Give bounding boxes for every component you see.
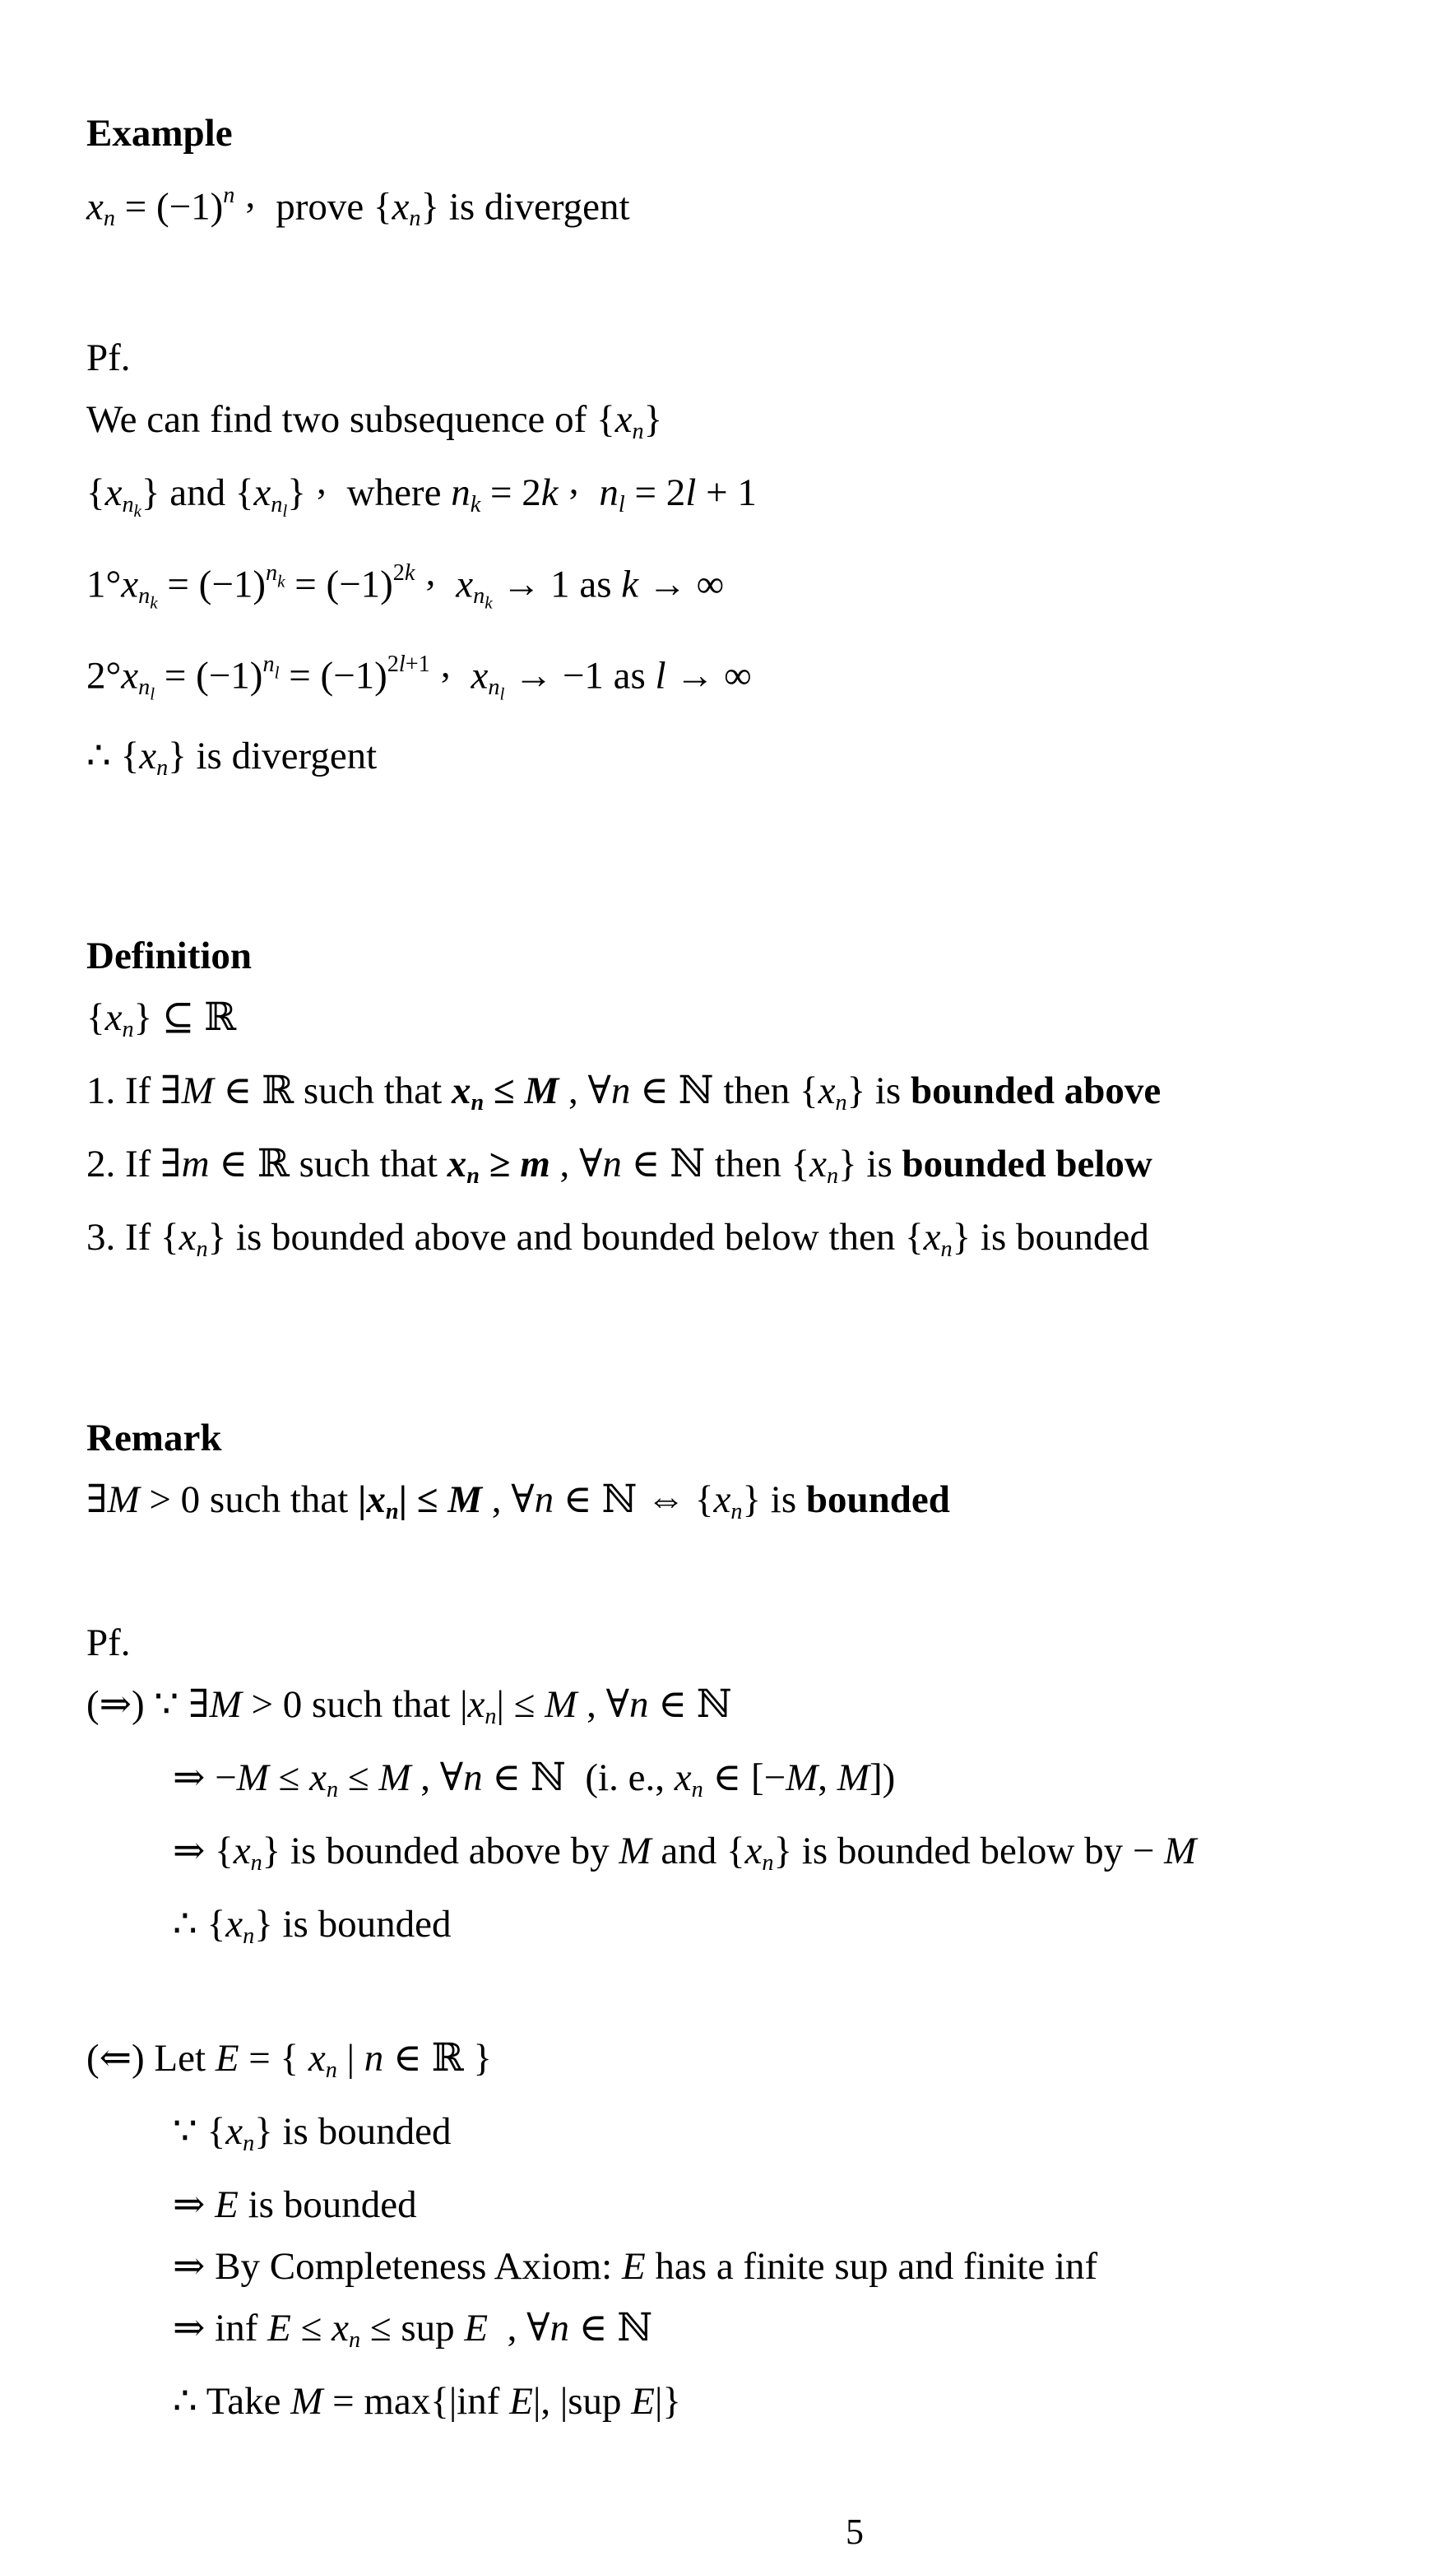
- text-segment: l: [150, 684, 155, 704]
- text-segment: } is bounded: [254, 1902, 452, 1946]
- text-segment: } is: [742, 1478, 806, 1521]
- text-segment: |: [358, 1478, 367, 1521]
- text-line: [86, 1747, 1423, 1821]
- text-segment: Pf.: [86, 336, 131, 380]
- text-segment: n: [471, 1090, 485, 1116]
- text-segment: n: [103, 206, 115, 232]
- text-segment: n: [691, 1776, 703, 1802]
- text-segment: E: [621, 2245, 646, 2289]
- section-proof-divergent: [86, 327, 1423, 798]
- text-line: [86, 542, 1423, 633]
- text-segment: and {: [651, 1829, 745, 1872]
- text-segment: > 0 such that |: [241, 1682, 468, 1726]
- text-segment: ∈ [−: [702, 1756, 786, 1799]
- text-segment: [590, 471, 600, 514]
- text-segment: |: [336, 2037, 364, 2081]
- text-segment: → 1 as: [492, 563, 622, 606]
- text-segment: m: [520, 1143, 550, 1186]
- text-line: [86, 1674, 1423, 1747]
- text-segment: n: [250, 1849, 262, 1876]
- text-segment: → ∞: [638, 563, 725, 606]
- text-segment: x: [471, 654, 489, 698]
- text-line: [86, 1134, 1423, 1207]
- text-segment: l: [274, 662, 280, 683]
- text-segment: } is bounded above and bounded below then {: [207, 1216, 924, 1259]
- text-segment: n: [138, 583, 151, 610]
- text-segment: x: [923, 1216, 941, 1259]
- text-segment: Example: [86, 112, 233, 155]
- text-segment: x: [713, 1478, 731, 1521]
- text-segment: n: [549, 2307, 570, 2350]
- text-segment: n: [485, 1703, 497, 1729]
- text-segment: [461, 655, 471, 698]
- text-segment: ∈ ℕ (i. e.,: [482, 1756, 675, 1799]
- text-segment: l: [618, 491, 625, 517]
- text-line: [86, 2371, 1423, 2433]
- text-segment: +1: [405, 652, 430, 678]
- text-segment: has a finite sup and finite inf: [645, 2245, 1098, 2289]
- proof-label: [86, 327, 1423, 389]
- text-segment: n: [223, 183, 235, 208]
- text-line: [86, 165, 1423, 249]
- text-segment: = (−1): [285, 563, 393, 606]
- text-line: [86, 459, 1423, 542]
- text-segment: x: [809, 1143, 828, 1186]
- text-segment: ≤: [268, 1756, 310, 1799]
- text-segment: x: [451, 1069, 471, 1113]
- text-segment: x: [456, 563, 474, 606]
- text-segment: }: [287, 471, 306, 515]
- text-segment: ⇒: [173, 2183, 216, 2227]
- text-segment: n: [602, 1143, 622, 1186]
- text-segment: , ∀: [549, 1143, 603, 1186]
- text-segment: x: [818, 1069, 836, 1113]
- text-segment: n: [463, 1756, 483, 1799]
- text-segment: k: [404, 560, 415, 587]
- text-segment: n: [835, 1090, 847, 1116]
- text-segment: M: [837, 1756, 869, 1799]
- text-segment: } is bounded: [254, 2110, 452, 2154]
- text-segment: 2°: [86, 654, 122, 698]
- text-segment: = {: [239, 2037, 308, 2081]
- section-proof-remark-forward: [86, 1612, 1423, 1967]
- text-segment: } is bounded: [952, 1216, 1149, 1259]
- text-segment: k: [133, 501, 141, 522]
- text-line: [86, 2174, 1423, 2236]
- text-segment: n: [762, 1849, 774, 1876]
- text-segment: x: [225, 2110, 243, 2154]
- text-segment: n: [122, 1017, 134, 1043]
- text-segment: M: [545, 1682, 577, 1726]
- text-segment: n: [243, 1923, 255, 1949]
- text-segment: 2: [392, 560, 405, 587]
- text-segment: k: [485, 592, 493, 613]
- text-segment: ∈ ℕ then {: [621, 1143, 810, 1186]
- text-segment: 1°: [86, 563, 122, 606]
- text-segment: x: [104, 996, 123, 1040]
- text-segment: | ≤: [398, 1478, 448, 1521]
- text-segment: n: [610, 1069, 631, 1113]
- text-segment: n: [138, 675, 151, 701]
- text-segment: n: [265, 560, 278, 587]
- text-segment: , ∀: [410, 1756, 464, 1799]
- text-segment: M: [447, 1478, 483, 1521]
- text-segment: ∈ ℝ }: [383, 2037, 492, 2081]
- text-segment: ≤: [338, 1756, 379, 1799]
- text-segment: E: [215, 2183, 239, 2227]
- text-line: [86, 1060, 1423, 1134]
- text-segment: n: [629, 1682, 649, 1726]
- text-segment: 1. If ∃: [86, 1069, 182, 1113]
- text-segment: = 2: [480, 471, 541, 515]
- text-segment: n: [348, 2327, 361, 2354]
- text-line: [86, 1207, 1423, 1280]
- text-segment: } ⊆ ℝ: [133, 996, 237, 1040]
- text-segment: n: [534, 1478, 554, 1521]
- text-segment: E: [215, 2037, 239, 2081]
- text-segment: n: [243, 2131, 255, 2157]
- text-segment: ,: [818, 1756, 837, 1799]
- section-heading: [86, 925, 1423, 987]
- proof-label: [86, 1612, 1423, 1674]
- text-segment: k: [470, 491, 481, 517]
- text-segment: n: [827, 1163, 839, 1190]
- text-segment: }: [643, 398, 663, 442]
- text-segment: |, |sup: [532, 2380, 632, 2424]
- text-segment: n: [632, 419, 644, 445]
- text-segment: E: [631, 2380, 656, 2424]
- text-segment: x: [447, 1143, 467, 1186]
- text-segment: bounded below: [902, 1143, 1152, 1186]
- text-segment: x: [332, 2307, 349, 2350]
- text-segment: ,: [440, 642, 451, 686]
- text-segment: ⇒ {: [173, 1829, 234, 1872]
- text-segment: n: [325, 2057, 337, 2084]
- text-segment: = (−1): [114, 185, 224, 229]
- text-segment: l: [398, 652, 406, 678]
- text-segment: x: [309, 1756, 327, 1799]
- text-segment: ,: [568, 459, 579, 503]
- text-line: [86, 2298, 1423, 2371]
- text-line: [86, 1469, 1423, 1542]
- text-segment: is bounded: [238, 2183, 417, 2227]
- text-segment: 2. If ∃: [86, 1143, 182, 1186]
- text-segment: } is: [838, 1143, 902, 1186]
- text-segment: M: [786, 1756, 818, 1799]
- text-segment: x: [139, 734, 157, 777]
- text-line: [86, 633, 1423, 725]
- text-segment: = (−1): [157, 563, 266, 606]
- text-segment: k: [277, 571, 285, 591]
- text-segment: , ∀: [488, 2307, 550, 2350]
- text-segment: M: [181, 1069, 214, 1113]
- text-segment: ∈ ℕ: [569, 2307, 653, 2350]
- text-segment: ∈ ℕ then {: [630, 1069, 818, 1113]
- text-segment: ≤: [484, 1069, 525, 1113]
- text-segment: ∃: [86, 1478, 108, 1521]
- text-segment: n: [364, 2037, 384, 2081]
- text-segment: = (−1): [155, 654, 263, 698]
- text-segment: n: [262, 652, 275, 678]
- text-segment: n: [385, 1498, 399, 1524]
- text-segment: } is divergent: [420, 185, 630, 229]
- text-segment: x: [86, 185, 104, 229]
- text-segment: ≤: [290, 2307, 332, 2350]
- text-segment: x: [614, 398, 633, 442]
- text-segment: k: [621, 563, 639, 606]
- text-segment: x: [104, 471, 123, 515]
- text-segment: x: [253, 471, 271, 515]
- text-segment: n: [488, 675, 500, 701]
- text-segment: n: [473, 583, 485, 610]
- text-segment: ⇒ inf: [173, 2307, 268, 2350]
- text-segment: } is bounded below by −: [773, 1829, 1165, 1872]
- text-segment: n: [122, 491, 134, 517]
- text-segment: k: [150, 592, 158, 613]
- text-line: [86, 1821, 1423, 1894]
- text-segment: bounded: [805, 1478, 950, 1521]
- text-line: [86, 987, 1423, 1060]
- text-line: [86, 2236, 1423, 2298]
- section-proof-remark-backward: [86, 2028, 1423, 2433]
- text-segment: x: [467, 1682, 485, 1726]
- text-segment: ∈ ℕ: [648, 1682, 732, 1726]
- text-segment: n: [326, 1776, 339, 1802]
- text-segment: {: [86, 471, 105, 515]
- text-segment: x: [308, 2037, 326, 2081]
- page-content: [86, 103, 1423, 2433]
- text-segment: ≤ sup: [360, 2307, 465, 2350]
- text-segment: x: [121, 563, 139, 606]
- text-segment: {: [86, 996, 105, 1040]
- text-segment: x: [366, 1478, 386, 1521]
- text-segment: k: [540, 471, 559, 515]
- text-segment: n: [156, 754, 169, 781]
- text-segment: M: [619, 1829, 651, 1872]
- text-segment: x: [233, 1829, 251, 1872]
- text-segment: ∈ ℕ ⇔ {: [554, 1478, 714, 1521]
- text-segment: l: [655, 654, 666, 698]
- text-segment: M: [107, 1478, 140, 1521]
- text-segment: M: [524, 1069, 559, 1113]
- text-line: [86, 2028, 1423, 2101]
- text-segment: Definition: [86, 935, 253, 978]
- text-segment: M: [1164, 1829, 1197, 1872]
- text-segment: n: [730, 1498, 743, 1524]
- text-segment: n: [940, 1236, 953, 1262]
- text-segment: x: [674, 1756, 692, 1799]
- text-segment: = 2: [624, 471, 686, 515]
- text-segment: ∈ ℝ such that: [209, 1143, 447, 1186]
- text-segment: M: [378, 1756, 411, 1799]
- text-segment: x: [179, 1216, 197, 1259]
- section-example: [86, 103, 1423, 249]
- text-segment: Pf.: [86, 1621, 131, 1664]
- text-segment: prove {: [266, 185, 392, 229]
- text-segment: n: [466, 1163, 480, 1190]
- section-remark: [86, 1408, 1423, 1542]
- text-segment: ≥: [479, 1143, 521, 1186]
- page-number: 5: [846, 2512, 864, 2552]
- text-segment: } and {: [141, 471, 254, 515]
- text-segment: (⇐) Let: [86, 2037, 216, 2081]
- text-segment: n: [409, 206, 421, 232]
- section-heading: [86, 1408, 1423, 1469]
- text-segment: > 0 such that: [139, 1478, 359, 1521]
- text-segment: 2: [387, 652, 399, 678]
- text-segment: ∴ Take: [173, 2380, 291, 2424]
- text-segment: = (−1): [279, 654, 387, 698]
- text-segment: l: [282, 501, 288, 522]
- text-segment: ]): [869, 1756, 896, 1799]
- section-heading: [86, 103, 1423, 165]
- text-segment: x: [744, 1829, 763, 1872]
- text-segment: E: [267, 2307, 291, 2350]
- text-segment: (⇒) ∵ ∃: [86, 1682, 210, 1726]
- text-segment: M: [290, 2380, 323, 2424]
- text-segment: ∴ {: [86, 734, 140, 777]
- text-segment: + 1: [696, 471, 757, 515]
- text-line: [86, 2101, 1423, 2174]
- text-segment: , ∀: [559, 1069, 611, 1113]
- text-segment: ⇒ −: [173, 1756, 237, 1799]
- text-segment: M: [236, 1756, 269, 1799]
- text-segment: n: [599, 471, 619, 515]
- text-segment: l: [499, 684, 505, 704]
- text-segment: n: [271, 491, 283, 517]
- text-segment: n: [451, 471, 471, 515]
- text-segment: ,: [425, 551, 436, 595]
- text-segment: l: [685, 471, 697, 515]
- text-segment: = max{|inf: [322, 2380, 510, 2424]
- text-segment: → −1 as: [504, 654, 656, 698]
- section-definition: [86, 925, 1423, 1280]
- text-line: [86, 726, 1423, 799]
- text-line: [86, 389, 1423, 462]
- text-segment: n: [196, 1236, 208, 1262]
- text-segment: |}: [655, 2380, 681, 2424]
- text-segment: ,: [316, 459, 327, 503]
- text-segment: m: [181, 1143, 210, 1186]
- text-segment: x: [392, 185, 410, 229]
- text-segment: → ∞: [665, 654, 752, 698]
- text-segment: } is bounded above by: [262, 1829, 619, 1872]
- text-segment: [446, 563, 456, 605]
- text-segment: where: [336, 471, 452, 515]
- text-segment: E: [509, 2380, 533, 2424]
- text-segment: We can find two subsequence of {: [86, 398, 615, 442]
- text-segment: , ∀: [577, 1682, 630, 1726]
- text-segment: ∈ ℝ such that: [213, 1069, 452, 1113]
- text-segment: 3. If {: [86, 1216, 179, 1259]
- text-segment: ,: [245, 174, 256, 217]
- text-segment: | ≤: [496, 1682, 545, 1726]
- text-segment: x: [121, 654, 139, 698]
- text-segment: x: [225, 1902, 243, 1946]
- text-segment: bounded above: [910, 1069, 1162, 1113]
- text-segment: Remark: [86, 1416, 222, 1459]
- text-segment: ∵ {: [173, 2110, 226, 2154]
- text-segment: } is: [846, 1069, 911, 1113]
- text-segment: M: [209, 1682, 242, 1726]
- text-segment: ⇒ By Completeness Axiom:: [173, 2245, 622, 2289]
- text-line: [86, 1894, 1423, 1967]
- text-segment: ∴ {: [173, 1902, 226, 1946]
- text-segment: , ∀: [482, 1478, 535, 1521]
- text-segment: E: [464, 2307, 489, 2350]
- text-segment: } is divergent: [168, 734, 378, 777]
